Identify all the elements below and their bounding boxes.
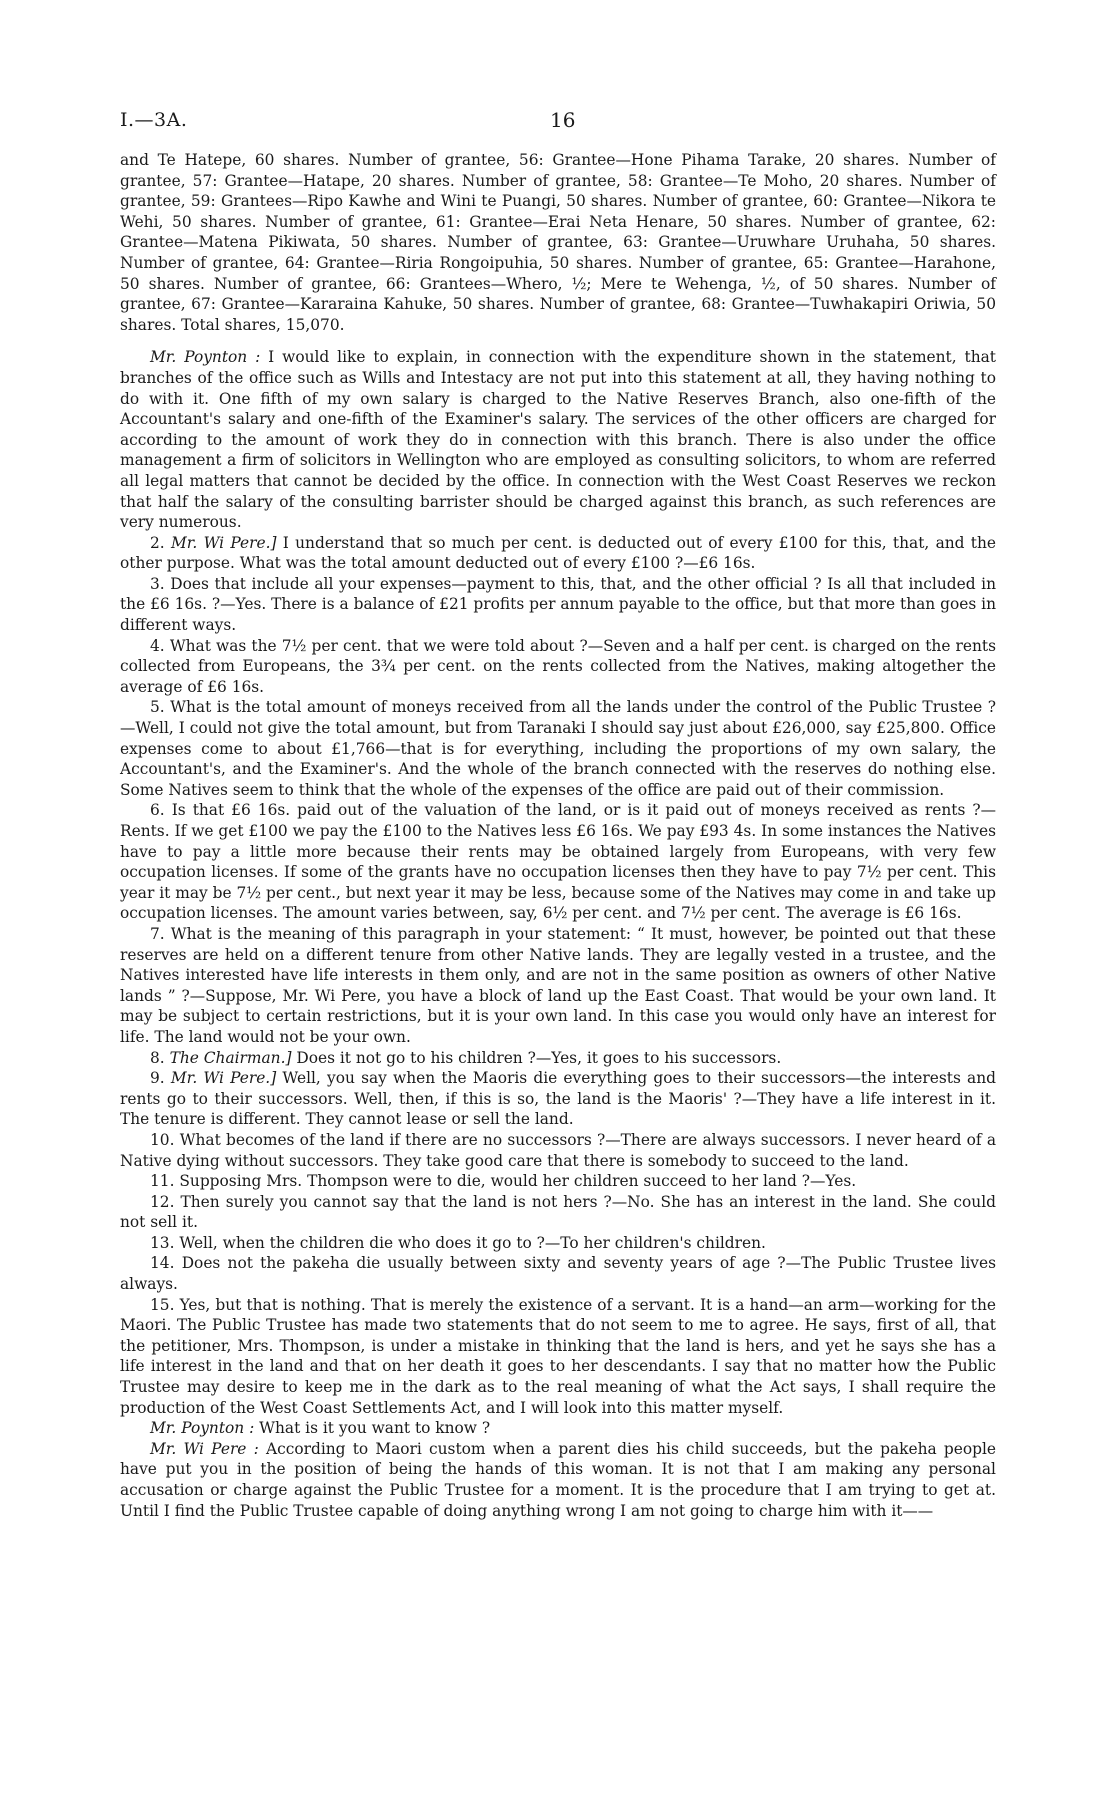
speaker-name: The Chairman.] (169, 1048, 292, 1067)
testimony-paragraph (120, 924, 996, 1048)
question-number: 6. (150, 801, 172, 820)
testimony-body (120, 347, 996, 1521)
document-page (120, 110, 996, 1521)
question-number: 9. (150, 1069, 171, 1088)
grantee-list-paragraph: and Te Hatepe, 60 shares. Number of grantee, 56: Grantee—Hone Pihama Tarake, 20 shares. Number of grantee, 57: Grantee—Hatape, 20 shares. Number of grantee, 58: Grantee—Te Moho, 20 shares. Number of grantee, 59: Grantees—Ripo Kawhe and Wini te Puangi, 50 shares. Number of grantee, 60: Grantee—Nikora te Wehi, 50 shares. Number of grantee, 61: Grantee—Erai Neta Henare, 50 shares. Number of grantee, 62: Grantee—Matena Pikiwata, 50 shares. Number of grantee, 63: Grantee—Uruwhare Uruhaha, 50 shares. Number of grantee, 64: Grantee—Riria Rongoipuhia, 50 shares. Number of grantee, 65: Grantee—Harahone, 50 shares. Number of grantee, 66: Grantees—Whero, ½; Mere te Wehenga, ½, of 50 shares. Number of grantee, 67: Grantee—Kararaina Kahuke, 50 shares. Number of grantee, 68: Grantee—Tuwhakapiri Oriwia, 50 shares. Total shares, 15,070. (120, 151, 996, 334)
speaker-name: Mr. Wi Pere : (150, 1439, 259, 1458)
paragraph-text: What becomes of the land if there are no successors ?—There are always successors. I never heard of a Native dying without successors. They take good care that there is somebody to succeed to the land. (120, 1130, 996, 1170)
paragraph-text: What is it you want to know ? (254, 1419, 491, 1438)
paragraph-text: Supposing Mrs. Thompson were to die, would her children succeed to her land ?—Yes. (179, 1172, 857, 1191)
testimony-paragraph (120, 1130, 996, 1171)
question-number: 12. (150, 1192, 181, 1211)
document-reference: I.—3A. (120, 109, 188, 131)
question-number: 8. (150, 1048, 170, 1067)
paragraph-text: What was the 7½ per cent. that we were told about ?—Seven and a half per cent. is charged on the rents collected from Europeans, the 3¾ per cent. on the rents collected from the Natives, making altogether the average of £6 16s. (120, 636, 997, 696)
paragraph-text: Is that £6 16s. paid out of the valuation of the land, or is it paid out of moneys received as rents ?—Rents. If we get £100 we pay the £100 to the Natives less £6 16s. We pay £93 4s. In some instances the Natives have to pay a little more because their rents may be obtained largely from Europeans, with very few occupation licenses. If some of the grants have no occupation licenses then they have to pay 7½ per cent. This year it may be 7½ per cent., but next year it may be less, because some of the Natives may come in and take up occupation licenses. The amount varies between, say, 6½ per cent. and 7½ per cent. The average is £6 16s. (120, 801, 996, 923)
testimony-paragraph (120, 1192, 996, 1233)
page-number: 16 (550, 108, 576, 132)
testimony-paragraph (120, 347, 996, 532)
question-number: 3. (150, 574, 171, 593)
testimony-paragraph (120, 697, 996, 800)
question-number: 15. (150, 1295, 180, 1314)
paragraph-text: Does it not go to his children ?—Yes, it goes to his successors. (291, 1048, 782, 1067)
testimony-paragraph (120, 1068, 996, 1130)
question-number: 11. (150, 1172, 180, 1191)
speaker-name: Mr. Wi Pere.] (170, 1069, 277, 1088)
paragraph-text: According to Maori custom when a parent dies his child succeeds, but the pakeha people have put you in the position of being the hands of this woman. It is not that I am making any personal accusation or charge against the Public Trustee for a moment. It is the procedure that I am trying to get at. Until I find the Public Trustee capable of doing anything wrong I am not going to charge him with it—— (120, 1439, 996, 1520)
paragraph-text: Well, you say when the Maoris die everything goes to their successors—the interests and rents go to their successors. Well, then, if this is so, the land is the Maoris' ?—They have a life interest in it. The tenure is different. They cannot lease or sell the land. (120, 1069, 996, 1129)
testimony-paragraph (120, 636, 996, 698)
paragraph-text: What is the meaning of this paragraph in your statement: “ It must, however, be pointed out that these reserves are held on a different tenure from other Native lands. They are legally vested in a trustee, and the Natives interested have life interests in them only, and are not in the same position as owners of other Native lands ” ?—Suppose, Mr. Wi Pere, you have a block of land up the East Coast. That would be your own land. It may be subject to certain restrictions, but it is your own land. In this case you would only have an interest for life. The land would not be your own. (120, 924, 997, 1046)
testimony-paragraph (120, 1253, 996, 1294)
paragraph-text: Well, when the children die who does it go to ?—To her children's children. (179, 1233, 766, 1252)
question-number: 10. (150, 1130, 180, 1149)
paragraph-text: I would like to explain, in connection with the expenditure shown in the statement, that branches of the office such as Wills and Intestacy are not put into this statement at all, they having nothing to do with it. One fifth of my own salary is charged to the Native Reserves Branch, also one-fifth of the Accountant's salary and one-fifth of the Examiner's salary. The services of the other officers are charged for according to the amount of work they do in connection with this branch. There is also under the office management a firm of solicitors in Wellington who are employed as consulting solicitors, to whom are referred all legal matters that cannot be decided by the office. In connection with the West Coast Reserves we reckon that half the salary of the consulting barrister should be charged against this branch, as such references are very numerous. (120, 348, 996, 532)
testimony-paragraph (120, 1439, 996, 1521)
testimony-paragraph (120, 1233, 996, 1254)
speaker-name: Mr. Poynton : (150, 1419, 255, 1438)
paragraph-text: I understand that so much per cent. is deducted out of every £100 for this, that, and the other purpose. What was the total amount deducted out of every £100 ?—£6 16s. (120, 533, 996, 573)
paragraph-text: Then surely you cannot say that the land is not hers ?—No. She has an interest in the land. She could not sell it. (120, 1192, 996, 1232)
paragraph-text: Does that include all your expenses—payment to this, that, and the other official ? Is all that included in the £6 16s. ?—Yes. There is a balance of £21 profits per annum payable to the office, but that more than goes in different ways. (120, 574, 996, 635)
speaker-name: Mr. Poynton : (150, 348, 261, 367)
testimony-paragraph (120, 574, 996, 636)
testimony-paragraph (120, 1295, 996, 1419)
paragraph-text: What is the total amount of moneys received from all the lands under the control of the Public Trustee ?—Well, I could not give the total amount, but from Taranaki I should say just about £26,000, say £25,800. Office expenses come to about £1,766—that is for everything, including the proportions of my own salary, the Accountant's, and the Examiner's. And the whole of the branch connected with the reserves do nothing else. Some Natives seem to think that the whole of the expenses of the office are paid out of their commission. (120, 698, 997, 799)
paragraph-text: Does not the pakeha die usually between sixty and seventy years of age ?—The Public Trustee lives always. (120, 1254, 997, 1294)
question-number: 2. (150, 533, 171, 552)
question-number: 4. (150, 636, 170, 655)
paragraph-text: Yes, but that is nothing. That is merely the existence of a servant. It is a hand—an arm—working for the Maori. The Public Trustee has made two statements that do not seem to me to agree. He says, first of all, that the petitioner, Mrs. Thompson, is under a mistake in thinking that the land is hers, and yet he says she has a life interest in the land and that on her death it goes to her descendants. I say that no matter how the Public Trustee may desire to keep me in the dark as to the real meaning of what the Act says, I shall require the production of the West Coast Settlements Act, and I will look into this matter myself. (120, 1295, 996, 1417)
testimony-paragraph (120, 533, 996, 574)
question-number: 13. (150, 1233, 180, 1252)
testimony-paragraph (120, 1048, 996, 1069)
testimony-paragraph (120, 1171, 996, 1192)
question-number: 7. (150, 924, 171, 943)
question-number: 14. (150, 1254, 182, 1273)
testimony-paragraph (120, 800, 996, 924)
page-header (120, 110, 996, 150)
speaker-name: Mr. Wi Pere.] (170, 533, 277, 552)
question-number: 5. (150, 698, 171, 717)
testimony-paragraph (120, 1418, 996, 1439)
